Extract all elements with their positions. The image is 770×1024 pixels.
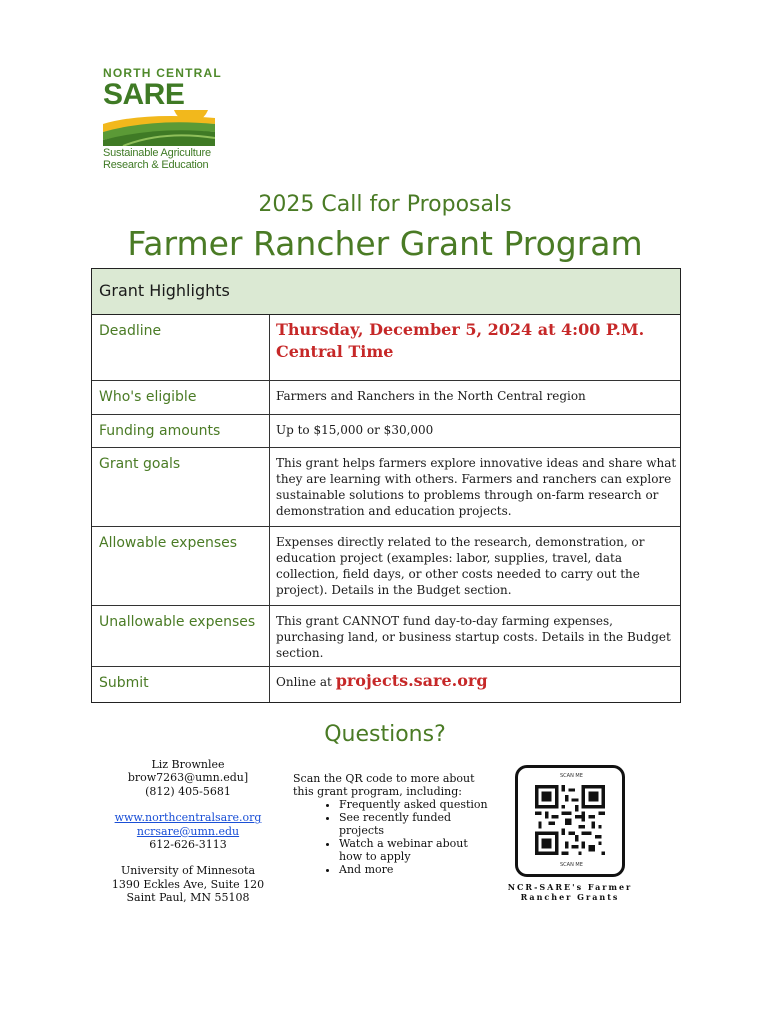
- row-value: Expenses directly related to the research, demonstration, or education project (examples: labor, supplies, travel, data collection, field days, or other costs needed to carry out the project). Details in the Budget section.: [276, 535, 645, 597]
- row-value: Farmers and Ranchers in the North Central region: [276, 389, 586, 403]
- qr-code[interactable]: [515, 765, 625, 877]
- table-heading: Grant Highlights: [92, 269, 680, 315]
- logo-tagline-1: Sustainable Agriculture: [103, 147, 211, 159]
- field-sun-icon: [103, 110, 215, 146]
- qr-pattern-icon: [535, 785, 605, 855]
- grant-highlights-table: [91, 268, 681, 703]
- row-label: Who's eligible: [92, 381, 270, 414]
- submit-prefix: Online at: [276, 675, 336, 689]
- logo-tagline-2: Research & Education: [103, 159, 209, 171]
- row-label: Submit: [92, 667, 270, 702]
- contact-phone: (812) 405-5681: [145, 784, 231, 798]
- table-row-deadline: [92, 315, 680, 381]
- submit-link[interactable]: projects.sare.org: [335, 671, 488, 690]
- scan-info: [293, 772, 493, 876]
- org-email-link[interactable]: ncrsare@umn.edu: [136, 824, 240, 838]
- list-item: • See recently funded projects: [339, 811, 493, 837]
- sare-logo: [103, 66, 222, 174]
- list-item: • Frequently asked question: [339, 798, 493, 811]
- row-value: Up to $15,000 or $30,000: [276, 423, 434, 437]
- qr-caption: NCR-SARE's Farmer Rancher Grants: [507, 882, 633, 902]
- website-link[interactable]: www.northcentralsare.org: [114, 811, 262, 825]
- org-phone: 612-626-3113: [149, 838, 227, 852]
- table-row-submit: [92, 667, 680, 702]
- list-item: • And more: [339, 863, 493, 876]
- institution: University of Minnesota: [120, 864, 256, 878]
- row-label: Deadline: [92, 315, 270, 380]
- questions-heading: Questions?: [324, 722, 446, 747]
- row-label: Funding amounts: [92, 415, 270, 447]
- city: Saint Paul, MN 55108: [126, 891, 250, 905]
- row-value: This grant CANNOT fund day-to-day farming expenses, purchasing land, or business startup costs. Details in the Budget section.: [276, 614, 671, 660]
- page-subtitle: 2025 Call for Proposals: [258, 192, 512, 217]
- qr-scan-me-top: SCAN ME: [560, 773, 583, 779]
- row-value: This grant helps farmers explore innovative ideas and share what they are learning with others. Farmers and ranchers can explore sustainable solutions to problems through on-farm research or demonstration and education projects.: [276, 456, 677, 518]
- logo-org: NORTH CENTRAL: [103, 66, 222, 80]
- table-row-eligible: [92, 381, 680, 415]
- table-row-unallowable: [92, 606, 680, 667]
- scan-list: [293, 798, 493, 876]
- page-title: Farmer Rancher Grant Program: [127, 224, 643, 263]
- row-label: Allowable expenses: [92, 527, 270, 605]
- table-row-goals: [92, 448, 680, 527]
- row-value: [270, 667, 680, 702]
- scan-intro: Scan the QR code to more about this grant program, including:: [293, 772, 475, 798]
- contact-email[interactable]: brow7263@umn.edu]: [127, 771, 249, 785]
- address: 1390 Eckles Ave, Suite 120: [111, 877, 265, 891]
- deadline-value: Thursday, December 5, 2024 at 4:00 P.M. Central Time: [276, 320, 645, 361]
- table-row-funding: [92, 415, 680, 448]
- table-row-allowable: [92, 527, 680, 606]
- contact-block: [108, 758, 268, 905]
- contact-name: Liz Brownlee: [151, 758, 225, 771]
- row-label: Grant goals: [92, 448, 270, 526]
- logo-acronym: SARE: [103, 78, 185, 111]
- qr-scan-me-bottom: SCAN ME: [560, 862, 583, 868]
- row-label: Unallowable expenses: [92, 606, 270, 666]
- list-item: • Watch a webinar about how to apply: [339, 837, 493, 863]
